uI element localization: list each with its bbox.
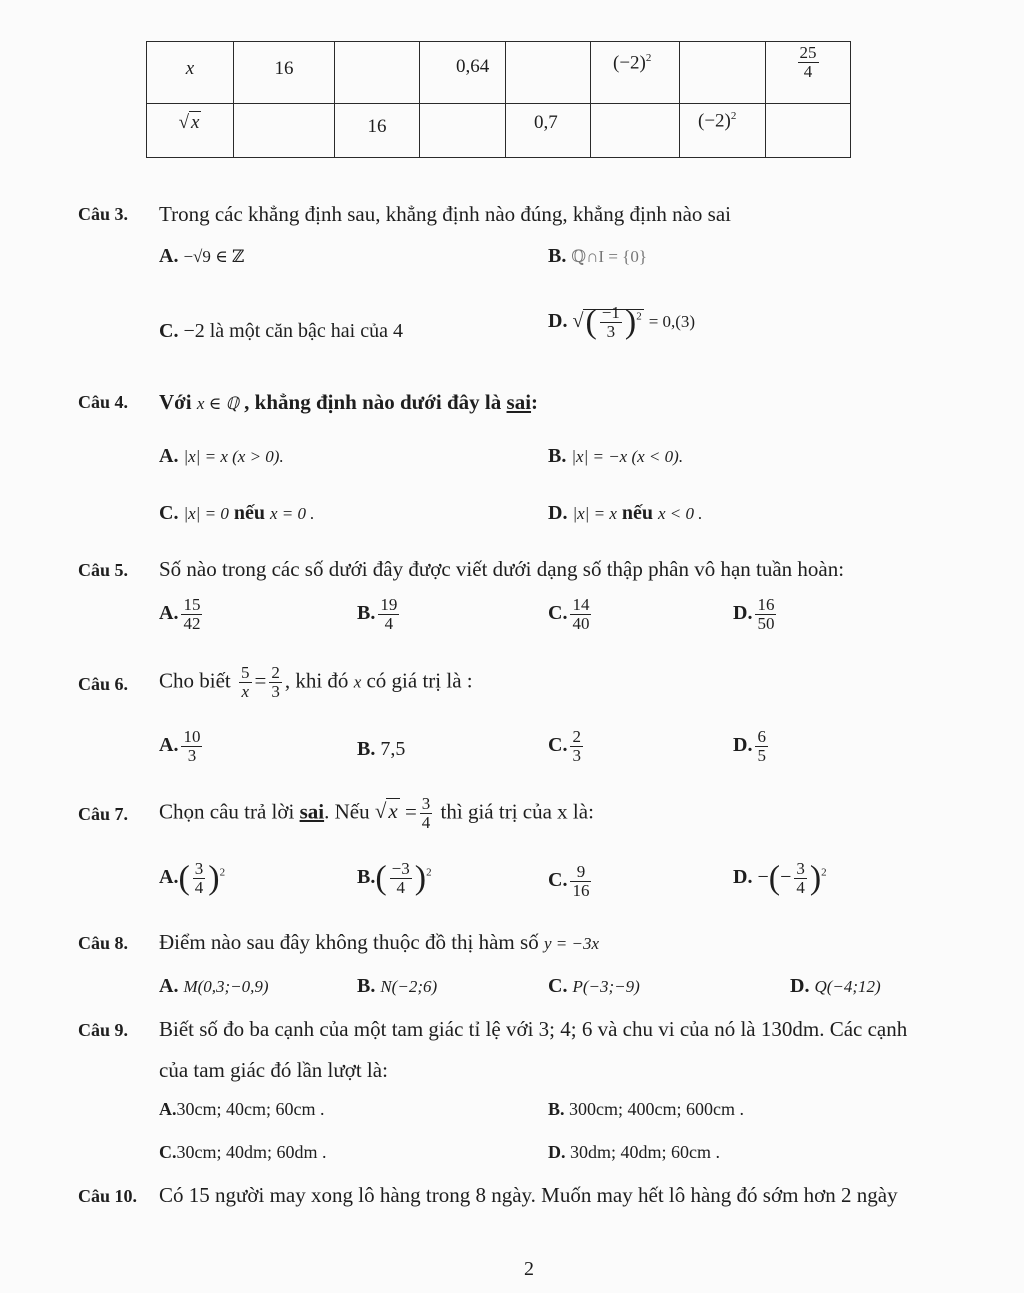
denominator: 4 <box>421 813 431 832</box>
option-label: D. <box>733 602 753 625</box>
option-text: 30dm; 40dm; 60cm . <box>570 1142 720 1162</box>
table-cell: 16 <box>335 103 420 157</box>
option-label: B. <box>548 245 567 267</box>
table-cell: 0,64 <box>420 42 506 104</box>
table-cell-text: (−2) <box>613 52 646 74</box>
option-c <box>159 502 314 525</box>
option-b <box>357 975 437 998</box>
numerator: 16 <box>757 595 775 614</box>
option-text: ℚ∩I = {0} <box>571 247 647 266</box>
sqrt-x: √x <box>374 799 398 824</box>
option-a: A.( $\frac{3}{4}$ )$^2$ <box>159 859 226 897</box>
question-text: của tam giác đó lần lượt là: <box>159 1058 388 1082</box>
option-d <box>548 1142 720 1163</box>
table-cell <box>591 103 680 157</box>
option-text: 30cm; 40cm; 60cm . <box>176 1099 325 1119</box>
option-text: nếu <box>233 502 265 524</box>
table-cell <box>680 42 766 104</box>
option-label: D. <box>548 502 568 524</box>
fraction <box>755 728 768 765</box>
fraction <box>420 795 433 832</box>
table-cell <box>234 103 335 157</box>
option-label: D. <box>790 975 810 997</box>
exponent: 2 <box>645 52 652 64</box>
table-cell <box>335 42 420 104</box>
table-cell <box>591 42 680 104</box>
option-c <box>548 728 586 765</box>
fraction <box>798 44 819 81</box>
sign: − <box>780 866 792 889</box>
option-text: |x| = −x (x < 0). <box>571 447 684 466</box>
question-text: Có 15 người may xong lô hàng trong 8 ngày. Muốn may hết lô hàng đó sớm hơn 2 ngày <box>159 1183 898 1207</box>
option-a <box>159 728 205 765</box>
option-b <box>357 738 405 761</box>
denominator: 16 <box>572 881 590 900</box>
option-d <box>733 596 779 633</box>
math: y = −3x <box>543 934 599 953</box>
numerator: 3 <box>194 859 204 878</box>
option-a <box>159 975 269 998</box>
option-text: −√9 ∈ ℤ <box>183 247 245 266</box>
question-text: Cho biết $\frac{5}{x}$ = $\frac{2}{3}$ , khi đó x có giá trị là : <box>159 663 473 701</box>
numerator: 10 <box>183 727 201 746</box>
fraction <box>794 860 807 897</box>
fraction <box>570 863 591 900</box>
numerator: 2 <box>271 663 280 682</box>
option-label: C. <box>548 602 568 625</box>
option-text: N(−2;6) <box>380 977 438 996</box>
option-text: = 0,(3) <box>648 312 696 332</box>
fraction <box>181 728 202 765</box>
fraction <box>378 596 399 633</box>
question-text <box>159 390 538 415</box>
table-cell <box>680 103 766 157</box>
option-label: C. <box>159 320 179 342</box>
option-label: A. <box>159 866 179 889</box>
option-d <box>790 975 881 998</box>
numerator: 3 <box>421 794 431 813</box>
denominator: 4 <box>796 878 805 897</box>
option-text: nếu <box>621 502 653 524</box>
numerator: 14 <box>572 595 590 614</box>
question-text <box>159 930 599 955</box>
option-a <box>159 596 205 633</box>
fraction <box>755 596 776 633</box>
fraction <box>269 664 282 701</box>
question-number: Câu 8. <box>78 933 129 953</box>
numerator: 15 <box>183 595 201 614</box>
option-a <box>159 445 284 468</box>
option-d <box>548 304 695 341</box>
option-text: P(−3;−9) <box>572 977 640 996</box>
numerator: 19 <box>380 595 398 614</box>
option-text: x < 0 . <box>658 504 703 523</box>
text: có giá trị là : <box>366 668 473 693</box>
option-label: B. <box>548 1099 565 1119</box>
option-text: |x| = x <box>572 504 617 523</box>
option-c <box>548 863 594 900</box>
text: : <box>531 390 539 414</box>
option-label: D. <box>733 734 753 757</box>
option-b <box>548 1099 744 1120</box>
option-b: B.( $\frac{-3}{4}$ )$^2$ <box>357 859 432 897</box>
question-text: Chọn câu trả lời sai. Nếu √x = $\frac{3}{4}$ thì giá trị của x là: <box>159 794 594 832</box>
option-c <box>548 975 640 998</box>
option-label: C. <box>548 975 568 997</box>
option-label: A. <box>159 734 179 757</box>
question-text: Biết số đo ba cạnh của một tam giác tỉ lệ với 3; 4; 6 và chu vi của nó là 130dm. Các cạnh <box>159 1017 908 1041</box>
emphasis: sai <box>506 390 532 414</box>
text: . Nếu <box>324 799 370 824</box>
option-d <box>733 728 771 765</box>
table-cell <box>420 103 506 157</box>
option-d <box>548 502 703 525</box>
question-number: Câu 5. <box>78 560 129 580</box>
emphasis: sai <box>299 799 325 824</box>
denominator: 3 <box>606 322 616 341</box>
variable-x: x <box>191 111 200 133</box>
exponent: 2 <box>730 109 737 122</box>
option-text: 300cm; 400cm; 600cm . <box>569 1099 744 1119</box>
fraction <box>390 860 412 897</box>
numerator: 25 <box>799 43 817 62</box>
option-label: A. <box>159 1099 177 1119</box>
option-d: D. −(− $\frac{3}{4}$ )$^2$ <box>733 859 827 897</box>
value-table <box>146 41 851 158</box>
option-text: x = 0 . <box>269 504 315 523</box>
table-row-x <box>147 42 851 104</box>
denominator: x <box>241 682 250 701</box>
numerator: 5 <box>241 663 250 682</box>
option-a <box>159 1099 324 1120</box>
table-cell: x <box>147 42 234 104</box>
option-label: B. <box>357 975 376 997</box>
question-number: Câu 9. <box>78 1020 129 1040</box>
question-text: Trong các khẳng định sau, khẳng định nào đúng, khẳng định nào sai <box>159 202 731 226</box>
option-a <box>159 245 244 268</box>
option-b <box>548 445 683 468</box>
denominator: 40 <box>572 614 590 633</box>
question-number: Câu 6. <box>78 674 129 694</box>
fraction <box>181 596 202 633</box>
option-label: B. <box>357 866 376 889</box>
numerator: 6 <box>757 727 766 746</box>
sqrt-x: √ x <box>178 111 200 133</box>
denominator: 50 <box>757 614 775 633</box>
text: Cho biết <box>159 668 231 693</box>
option-label: C. <box>159 502 179 524</box>
option-label: D. <box>733 866 753 889</box>
text: , khẳng định nào dưới đây là <box>244 390 502 414</box>
option-text: 30cm; 40dm; 60dm . <box>176 1142 327 1162</box>
table-cell-text: (−2) <box>698 110 731 132</box>
text: thì giá trị của x là: <box>440 799 594 824</box>
option-label: A. <box>159 245 179 267</box>
question-number: Câu 10. <box>78 1186 138 1206</box>
option-label: A. <box>159 602 179 625</box>
denominator: 3 <box>572 746 581 765</box>
question-text: Số nào trong các số dưới đây được viết dưới dạng số thập phân vô hạn tuần hoàn: <box>159 557 845 581</box>
sqrt-expression: √( $\frac{-1}{3}$ )$^2$ <box>572 303 642 341</box>
denominator: 3 <box>271 682 280 701</box>
option-label: C. <box>159 1142 177 1162</box>
option-label: A. <box>159 975 179 997</box>
numerator: −3 <box>391 859 410 878</box>
denominator: 4 <box>194 878 204 897</box>
question-number: Câu 7. <box>78 804 129 824</box>
option-label: C. <box>548 869 568 892</box>
math: x ∈ ℚ <box>196 394 239 413</box>
table-cell <box>506 42 591 104</box>
option-text: −2 là một căn bậc hai của 4 <box>183 320 403 342</box>
numerator: 3 <box>796 859 805 878</box>
table-cell <box>766 103 851 157</box>
option-label: B. <box>357 602 376 625</box>
option-c <box>159 320 403 343</box>
text: Điểm nào sau đây không thuộc đồ thị hàm số <box>159 930 539 954</box>
denominator: 42 <box>183 614 201 633</box>
table-cell: 16 <box>234 42 335 104</box>
option-label: D. <box>548 310 568 333</box>
text: Với <box>159 390 192 414</box>
table-row-sqrt <box>147 103 851 157</box>
option-label: C. <box>548 734 568 757</box>
option-label: B. <box>357 738 376 760</box>
option-c <box>548 596 594 633</box>
numerator: 9 <box>570 863 591 882</box>
question-number: Câu 3. <box>78 204 129 224</box>
option-text: 7,5 <box>380 738 406 760</box>
page-number: 2 <box>524 1258 534 1280</box>
denominator: 4 <box>384 614 394 633</box>
fraction <box>193 860 206 897</box>
option-label: D. <box>548 1142 566 1162</box>
denominator: 5 <box>757 746 766 765</box>
denominator: 4 <box>396 878 405 897</box>
option-b <box>357 596 402 633</box>
option-c <box>159 1142 327 1163</box>
option-label: A. <box>159 445 179 467</box>
denominator: 4 <box>803 62 813 81</box>
numerator: −1 <box>601 303 620 322</box>
fraction <box>570 596 591 633</box>
denominator: 3 <box>187 746 197 765</box>
option-text: M(0,3;−0,9) <box>183 977 269 996</box>
option-b <box>548 245 647 268</box>
table-cell <box>766 42 851 104</box>
option-text: |x| = 0 <box>183 504 229 523</box>
option-text: |x| = x (x > 0). <box>183 447 284 466</box>
table-cell <box>147 103 234 157</box>
option-text: Q(−4;12) <box>814 977 881 996</box>
fraction <box>600 304 622 341</box>
math: x <box>353 672 362 692</box>
option-label: B. <box>548 445 567 467</box>
table-cell: 0,7 <box>506 103 591 157</box>
text: , khi đó <box>284 668 349 693</box>
fraction <box>570 728 583 765</box>
numerator: 2 <box>572 727 581 746</box>
sign: − <box>757 866 769 889</box>
fraction <box>239 664 252 701</box>
text: Chọn câu trả lời <box>159 799 295 824</box>
question-number: Câu 4. <box>78 392 129 412</box>
